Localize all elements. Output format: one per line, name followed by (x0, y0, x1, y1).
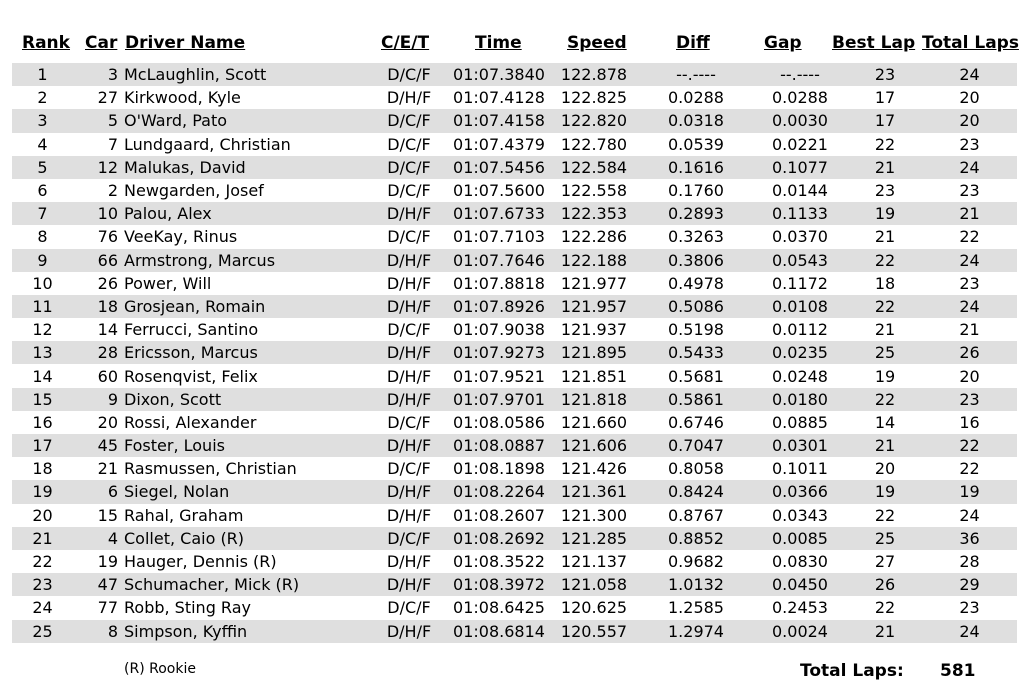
header-diff: Diff (676, 33, 710, 53)
table-row (12, 364, 1017, 387)
cell-total-laps: 26 (922, 341, 1017, 364)
cell-best-lap: 26 (848, 573, 922, 596)
cell-speed: 122.780 (548, 133, 640, 156)
cell-rank: 11 (12, 295, 73, 318)
cell-time: 01:07.8926 (450, 295, 548, 318)
table-row (12, 480, 1017, 503)
cell-time: 01:07.3840 (450, 63, 548, 86)
table-row (12, 295, 1017, 318)
table-row (12, 388, 1017, 411)
cell-total-laps: 21 (922, 202, 1017, 225)
header-best-lap: Best Lap (832, 33, 916, 53)
cell-driver: Collet, Caio (R) (118, 527, 368, 550)
cell-diff: 0.2893 (640, 202, 752, 225)
cell-best-lap: 22 (848, 133, 922, 156)
cell-cet: D/C/F (368, 457, 450, 480)
cell-cet: D/H/F (368, 620, 450, 643)
cell-diff: 0.8767 (640, 504, 752, 527)
cell-rank: 25 (12, 620, 73, 643)
cell-rank: 22 (12, 550, 73, 573)
cell-driver: Kirkwood, Kyle (118, 86, 368, 109)
cell-best-lap: 14 (848, 411, 922, 434)
table-row (12, 596, 1017, 619)
cell-gap: 0.0301 (752, 434, 848, 457)
cell-driver: Schumacher, Mick (R) (118, 573, 368, 596)
cell-driver: Rasmussen, Christian (118, 457, 368, 480)
cell-gap: 0.0144 (752, 179, 848, 202)
cell-speed: 121.977 (548, 272, 640, 295)
cell-car: 3 (73, 63, 118, 86)
cell-driver: Robb, Sting Ray (118, 596, 368, 619)
cell-rank: 21 (12, 527, 73, 550)
cell-rank: 1 (12, 63, 73, 86)
cell-driver: VeeKay, Rinus (118, 225, 368, 248)
cell-gap: 0.0830 (752, 550, 848, 573)
cell-cet: D/H/F (368, 504, 450, 527)
cell-diff: 0.3806 (640, 249, 752, 272)
header-total-laps: Total Laps (922, 33, 1019, 53)
cell-driver: Ferrucci, Santino (118, 318, 368, 341)
cell-diff: 0.5198 (640, 318, 752, 341)
cell-time: 01:07.4128 (450, 86, 548, 109)
table-row (12, 133, 1017, 156)
cell-rank: 9 (12, 249, 73, 272)
cell-rank: 16 (12, 411, 73, 434)
cell-speed: 122.188 (548, 249, 640, 272)
cell-driver: Rosenqvist, Felix (118, 364, 368, 387)
cell-total-laps: 24 (922, 504, 1017, 527)
cell-total-laps: 19 (922, 480, 1017, 503)
cell-car: 12 (73, 156, 118, 179)
cell-total-laps: 20 (922, 86, 1017, 109)
cell-gap: 0.1011 (752, 457, 848, 480)
cell-diff: 0.5681 (640, 364, 752, 387)
header-rank: Rank (22, 33, 70, 53)
table-row (12, 550, 1017, 573)
cell-gap: 0.0108 (752, 295, 848, 318)
cell-rank: 15 (12, 388, 73, 411)
cell-total-laps: 20 (922, 109, 1017, 132)
cell-best-lap: 22 (848, 249, 922, 272)
cell-driver: Dixon, Scott (118, 388, 368, 411)
cell-time: 01:08.2264 (450, 480, 548, 503)
cell-cet: D/H/F (368, 202, 450, 225)
cell-speed: 122.820 (548, 109, 640, 132)
cell-driver: Lundgaard, Christian (118, 133, 368, 156)
cell-car: 66 (73, 249, 118, 272)
cell-best-lap: 19 (848, 364, 922, 387)
cell-speed: 121.361 (548, 480, 640, 503)
cell-total-laps: 29 (922, 573, 1017, 596)
cell-best-lap: 22 (848, 388, 922, 411)
cell-rank: 10 (12, 272, 73, 295)
cell-speed: 121.300 (548, 504, 640, 527)
cell-total-laps: 24 (922, 63, 1017, 86)
total-laps-value: 581 (940, 661, 976, 681)
cell-gap: 0.0221 (752, 133, 848, 156)
cell-car: 6 (73, 480, 118, 503)
cell-best-lap: 19 (848, 480, 922, 503)
cell-speed: 120.557 (548, 620, 640, 643)
cell-gap: 0.0370 (752, 225, 848, 248)
cell-cet: D/C/F (368, 411, 450, 434)
cell-speed: 122.584 (548, 156, 640, 179)
cell-time: 01:08.6814 (450, 620, 548, 643)
cell-gap: 0.1077 (752, 156, 848, 179)
cell-speed: 121.851 (548, 364, 640, 387)
cell-best-lap: 21 (848, 225, 922, 248)
cell-cet: D/C/F (368, 133, 450, 156)
table-row (12, 109, 1017, 132)
cell-gap: 0.0543 (752, 249, 848, 272)
cell-time: 01:07.4379 (450, 133, 548, 156)
cell-speed: 121.058 (548, 573, 640, 596)
cell-speed: 121.285 (548, 527, 640, 550)
cell-driver: Rahal, Graham (118, 504, 368, 527)
cell-cet: D/C/F (368, 596, 450, 619)
cell-driver: Palou, Alex (118, 202, 368, 225)
cell-diff: 0.1760 (640, 179, 752, 202)
cell-gap: 0.0235 (752, 341, 848, 364)
cell-diff: --.---- (640, 63, 752, 86)
cell-diff: 0.0539 (640, 133, 752, 156)
cell-car: 10 (73, 202, 118, 225)
cell-car: 20 (73, 411, 118, 434)
cell-total-laps: 16 (922, 411, 1017, 434)
cell-cet: D/H/F (368, 341, 450, 364)
total-laps-label: Total Laps: (800, 661, 904, 681)
cell-time: 01:07.5600 (450, 179, 548, 202)
table-row (12, 272, 1017, 295)
cell-car: 4 (73, 527, 118, 550)
table-row (12, 457, 1017, 480)
cell-diff: 0.3263 (640, 225, 752, 248)
cell-driver: Newgarden, Josef (118, 179, 368, 202)
cell-time: 01:08.1898 (450, 457, 548, 480)
cell-driver: O'Ward, Pato (118, 109, 368, 132)
cell-diff: 0.0318 (640, 109, 752, 132)
cell-rank: 5 (12, 156, 73, 179)
cell-diff: 1.2585 (640, 596, 752, 619)
cell-gap: 0.1172 (752, 272, 848, 295)
header-car: Car (85, 33, 118, 53)
cell-speed: 122.878 (548, 63, 640, 86)
cell-rank: 7 (12, 202, 73, 225)
cell-total-laps: 23 (922, 388, 1017, 411)
cell-time: 01:07.9273 (450, 341, 548, 364)
cell-cet: D/H/F (368, 272, 450, 295)
cell-total-laps: 28 (922, 550, 1017, 573)
cell-rank: 18 (12, 457, 73, 480)
cell-best-lap: 21 (848, 434, 922, 457)
cell-car: 9 (73, 388, 118, 411)
cell-total-laps: 22 (922, 434, 1017, 457)
cell-rank: 24 (12, 596, 73, 619)
cell-rank: 12 (12, 318, 73, 341)
cell-speed: 122.353 (548, 202, 640, 225)
cell-cet: D/H/F (368, 364, 450, 387)
cell-driver: Ericsson, Marcus (118, 341, 368, 364)
cell-car: 18 (73, 295, 118, 318)
table-row (12, 202, 1017, 225)
cell-car: 27 (73, 86, 118, 109)
cell-rank: 14 (12, 364, 73, 387)
cell-rank: 19 (12, 480, 73, 503)
cell-gap: 0.0112 (752, 318, 848, 341)
table-row (12, 63, 1017, 86)
cell-total-laps: 23 (922, 133, 1017, 156)
cell-speed: 122.558 (548, 179, 640, 202)
cell-best-lap: 22 (848, 295, 922, 318)
cell-car: 15 (73, 504, 118, 527)
cell-gap: 0.0366 (752, 480, 848, 503)
cell-diff: 0.8424 (640, 480, 752, 503)
cell-rank: 2 (12, 86, 73, 109)
cell-rank: 8 (12, 225, 73, 248)
cell-speed: 121.818 (548, 388, 640, 411)
cell-cet: D/H/F (368, 573, 450, 596)
cell-car: 21 (73, 457, 118, 480)
table-row (12, 225, 1017, 248)
cell-time: 01:08.0887 (450, 434, 548, 457)
cell-total-laps: 20 (922, 364, 1017, 387)
cell-time: 01:07.5456 (450, 156, 548, 179)
cell-best-lap: 21 (848, 620, 922, 643)
table-row (12, 86, 1017, 109)
table-row (12, 341, 1017, 364)
cell-time: 01:07.6733 (450, 202, 548, 225)
cell-diff: 0.1616 (640, 156, 752, 179)
cell-total-laps: 21 (922, 318, 1017, 341)
cell-best-lap: 17 (848, 109, 922, 132)
cell-gap: 0.0885 (752, 411, 848, 434)
cell-best-lap: 25 (848, 341, 922, 364)
header-driver: Driver Name (125, 33, 246, 53)
cell-driver: Power, Will (118, 272, 368, 295)
table-row (12, 573, 1017, 596)
cell-best-lap: 18 (848, 272, 922, 295)
cell-gap: 0.0085 (752, 527, 848, 550)
cell-car: 45 (73, 434, 118, 457)
cell-car: 7 (73, 133, 118, 156)
cell-car: 28 (73, 341, 118, 364)
cell-car: 76 (73, 225, 118, 248)
cell-car: 5 (73, 109, 118, 132)
results-body (12, 63, 1017, 643)
cell-time: 01:07.8818 (450, 272, 548, 295)
cell-driver: Foster, Louis (118, 434, 368, 457)
cell-driver: Siegel, Nolan (118, 480, 368, 503)
header-gap: Gap (764, 33, 802, 53)
cell-best-lap: 19 (848, 202, 922, 225)
cell-gap: 0.1133 (752, 202, 848, 225)
header-cet: C/E/T (381, 33, 430, 53)
cell-speed: 121.137 (548, 550, 640, 573)
cell-speed: 122.286 (548, 225, 640, 248)
cell-rank: 3 (12, 109, 73, 132)
cell-speed: 120.625 (548, 596, 640, 619)
table-row (12, 249, 1017, 272)
cell-diff: 0.6746 (640, 411, 752, 434)
cell-time: 01:07.9521 (450, 364, 548, 387)
cell-total-laps: 23 (922, 179, 1017, 202)
cell-cet: D/H/F (368, 480, 450, 503)
cell-gap: 0.0030 (752, 109, 848, 132)
cell-speed: 121.426 (548, 457, 640, 480)
cell-time: 01:08.2692 (450, 527, 548, 550)
table-row (12, 620, 1017, 643)
cell-car: 2 (73, 179, 118, 202)
cell-cet: D/H/F (368, 249, 450, 272)
cell-total-laps: 24 (922, 249, 1017, 272)
cell-driver: Hauger, Dennis (R) (118, 550, 368, 573)
cell-cet: D/C/F (368, 63, 450, 86)
cell-diff: 0.7047 (640, 434, 752, 457)
cell-time: 01:08.0586 (450, 411, 548, 434)
cell-rank: 23 (12, 573, 73, 596)
cell-diff: 0.9682 (640, 550, 752, 573)
cell-cet: D/C/F (368, 318, 450, 341)
cell-driver: Grosjean, Romain (118, 295, 368, 318)
cell-total-laps: 22 (922, 225, 1017, 248)
cell-speed: 121.606 (548, 434, 640, 457)
cell-best-lap: 22 (848, 596, 922, 619)
cell-gap: 0.0288 (752, 86, 848, 109)
cell-total-laps: 24 (922, 295, 1017, 318)
cell-total-laps: 24 (922, 620, 1017, 643)
cell-time: 01:07.7646 (450, 249, 548, 272)
cell-time: 01:08.2607 (450, 504, 548, 527)
cell-diff: 0.5433 (640, 341, 752, 364)
cell-rank: 4 (12, 133, 73, 156)
cell-total-laps: 24 (922, 156, 1017, 179)
cell-cet: D/H/F (368, 550, 450, 573)
table-row (12, 527, 1017, 550)
cell-cet: D/H/F (368, 295, 450, 318)
cell-cet: D/C/F (368, 156, 450, 179)
header-time: Time (475, 33, 522, 53)
cell-best-lap: 21 (848, 318, 922, 341)
header-speed: Speed (567, 33, 627, 53)
cell-gap: 0.0024 (752, 620, 848, 643)
cell-best-lap: 20 (848, 457, 922, 480)
cell-car: 8 (73, 620, 118, 643)
cell-cet: D/C/F (368, 179, 450, 202)
cell-car: 19 (73, 550, 118, 573)
cell-rank: 17 (12, 434, 73, 457)
cell-diff: 1.2974 (640, 620, 752, 643)
cell-gap: --.---- (752, 63, 848, 86)
cell-speed: 121.660 (548, 411, 640, 434)
cell-speed: 121.937 (548, 318, 640, 341)
cell-best-lap: 23 (848, 179, 922, 202)
cell-driver: Malukas, David (118, 156, 368, 179)
cell-gap: 0.0343 (752, 504, 848, 527)
cell-driver: Armstrong, Marcus (118, 249, 368, 272)
cell-diff: 0.4978 (640, 272, 752, 295)
rookie-note: (R) Rookie (124, 661, 196, 677)
cell-rank: 20 (12, 504, 73, 527)
cell-time: 01:07.7103 (450, 225, 548, 248)
cell-time: 01:08.3522 (450, 550, 548, 573)
cell-car: 47 (73, 573, 118, 596)
cell-gap: 0.0450 (752, 573, 848, 596)
cell-diff: 1.0132 (640, 573, 752, 596)
cell-cet: D/H/F (368, 86, 450, 109)
cell-rank: 6 (12, 179, 73, 202)
table-row (12, 504, 1017, 527)
cell-diff: 0.0288 (640, 86, 752, 109)
cell-driver: Rossi, Alexander (118, 411, 368, 434)
cell-total-laps: 36 (922, 527, 1017, 550)
table-row (12, 156, 1017, 179)
cell-diff: 0.8058 (640, 457, 752, 480)
cell-time: 01:07.9701 (450, 388, 548, 411)
cell-driver: McLaughlin, Scott (118, 63, 368, 86)
cell-car: 77 (73, 596, 118, 619)
cell-time: 01:07.9038 (450, 318, 548, 341)
table-row (12, 318, 1017, 341)
cell-speed: 121.957 (548, 295, 640, 318)
cell-best-lap: 27 (848, 550, 922, 573)
cell-diff: 0.8852 (640, 527, 752, 550)
cell-time: 01:08.6425 (450, 596, 548, 619)
cell-speed: 122.825 (548, 86, 640, 109)
cell-cet: D/C/F (368, 109, 450, 132)
table-row (12, 411, 1017, 434)
cell-car: 26 (73, 272, 118, 295)
cell-cet: D/C/F (368, 225, 450, 248)
column-header-row (0, 30, 1024, 56)
cell-total-laps: 23 (922, 596, 1017, 619)
cell-car: 60 (73, 364, 118, 387)
cell-time: 01:07.4158 (450, 109, 548, 132)
cell-best-lap: 17 (848, 86, 922, 109)
cell-cet: D/C/F (368, 527, 450, 550)
cell-cet: D/H/F (368, 434, 450, 457)
cell-cet: D/H/F (368, 388, 450, 411)
cell-total-laps: 23 (922, 272, 1017, 295)
results-table (12, 63, 1017, 643)
cell-driver: Simpson, Kyffin (118, 620, 368, 643)
cell-time: 01:08.3972 (450, 573, 548, 596)
cell-car: 14 (73, 318, 118, 341)
cell-best-lap: 23 (848, 63, 922, 86)
cell-diff: 0.5861 (640, 388, 752, 411)
cell-gap: 0.2453 (752, 596, 848, 619)
table-row (12, 179, 1017, 202)
cell-total-laps: 22 (922, 457, 1017, 480)
cell-gap: 0.0248 (752, 364, 848, 387)
cell-best-lap: 21 (848, 156, 922, 179)
cell-gap: 0.0180 (752, 388, 848, 411)
cell-best-lap: 25 (848, 527, 922, 550)
table-row (12, 434, 1017, 457)
cell-speed: 121.895 (548, 341, 640, 364)
cell-diff: 0.5086 (640, 295, 752, 318)
cell-rank: 13 (12, 341, 73, 364)
cell-best-lap: 22 (848, 504, 922, 527)
